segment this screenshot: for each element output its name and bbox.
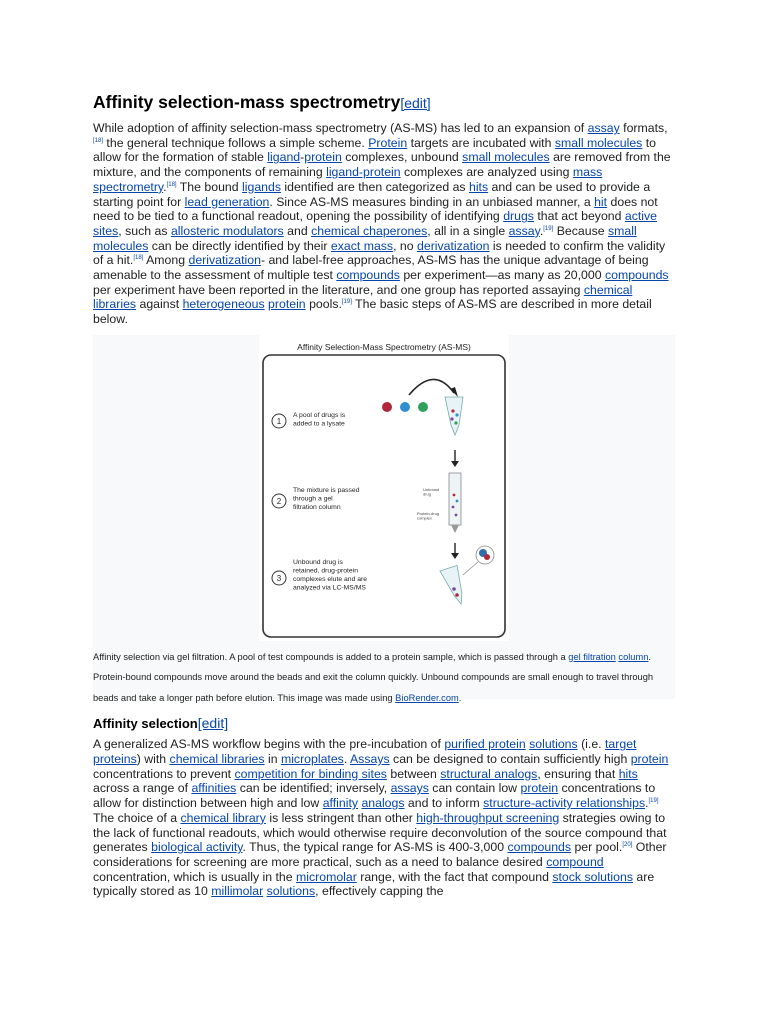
text-run: . [645,796,649,811]
edit-link-2[interactable]: [edit] [197,715,229,732]
subsection-title: Affinity selection [93,716,198,732]
wiki-link[interactable]: allosteric modulators [170,223,284,238]
wiki-link[interactable]: microplates [280,752,344,767]
citation-link[interactable]: [19] [543,225,554,232]
drug-dot-green [418,402,428,412]
text-run: between [386,766,441,781]
wiki-link[interactable]: structure-activity relationships [483,796,646,811]
wiki-link[interactable]: compounds [336,268,400,283]
text-run: can contain low [428,781,521,796]
text-run: per pool. [571,840,623,855]
wiki-link[interactable]: structural analogs [440,766,538,781]
wiki-link[interactable]: lead generation [184,194,270,209]
text-run: and can be used to provide a starting point for [93,179,651,209]
wiki-link[interactable]: chemical chaperones [311,223,428,238]
text-run: targets are incubated with [407,135,555,150]
diagram-title: Affinity Selection-Mass Spectrometry (AS-MS) [297,341,471,352]
wiki-link[interactable]: compounds [604,268,669,283]
figure [93,335,675,699]
wiki-link[interactable]: protein [304,150,342,165]
text-run: (i.e. [577,737,606,752]
drug-dot-red [382,402,392,412]
wiki-link[interactable]: hit [594,194,608,209]
text-run: can be designed to contain sufficiently high [389,752,631,767]
text-run: . [539,223,544,238]
wiki-link[interactable]: chemical libraries [169,752,265,767]
wiki-link[interactable]: affinities [191,781,237,796]
wiki-link[interactable]: ligand-protein [326,165,401,180]
text-run: against [136,297,183,312]
wiki-link[interactable]: ligand [267,150,301,165]
text-run: , no [393,238,418,253]
wiki-link[interactable]: hits [618,766,638,781]
text-run: Among [143,253,189,268]
wiki-link[interactable]: protein [520,781,559,796]
step-number: 2 [276,496,282,506]
text-run: per experiment have been reported in the literature, and one group has reported assaying [93,282,584,297]
text-run: The choice of a [93,810,181,825]
citation-link[interactable]: [18] [93,137,104,144]
text-run: to allow for the formation of stable [93,135,657,165]
text-run: is needed to confirm the validity of a hit. [93,238,666,268]
text-run: . [343,752,350,767]
text-run: A generalized AS-MS workflow begins with the pre-incubation of [93,737,445,752]
citation-link[interactable]: [19] [648,798,659,805]
section-heading [93,90,675,115]
wiki-link[interactable]: hits [468,179,489,194]
text-run: range, with the fact that compound [356,869,553,884]
text-run: is less stringent than other [265,810,417,825]
text-run: identified are then categorized as [280,179,469,194]
wiki-link[interactable]: exact mass [330,238,394,253]
text-run: per experiment—as many as 20,000 [399,268,605,283]
text-run: does not need to be tied to a functional readout, opening the possibility of identifying [93,194,658,224]
article-body [93,90,675,899]
text-run: across a range of [93,781,192,796]
citation-link[interactable]: [18] [133,255,144,262]
text-run: Affinity selection via gel filtration. A pool of test compounds is added to a protein sample, which is passed through a [93,651,569,662]
wiki-link[interactable]: solutions [266,884,316,899]
wiki-link[interactable]: derivatization [188,253,261,268]
wiki-link[interactable]: Protein [368,135,408,150]
text-run: formats, [619,121,668,135]
text-run: While adoption of affinity selection-mass spectrometry (AS-MS) has led to an expansion of [93,121,588,135]
wiki-link[interactable]: BioRender.com [395,692,459,703]
subsection-heading [93,714,675,733]
wiki-link[interactable]: heterogeneous [182,297,265,312]
text-run: can be identified; inversely, [236,781,391,796]
unbound-drug-label: Unbound drug [423,486,440,497]
citation-link[interactable]: [20] [622,842,633,849]
wiki-link[interactable]: derivatization [417,238,490,253]
text-run: strategies owing to the lack of functional readouts, which would otherwise require deconvolution of the source compound that generates [93,810,667,855]
as-ms-diagram [259,335,509,641]
text-run: , effectively capping the [315,884,444,899]
wiki-link[interactable]: micromolar [296,869,357,884]
wiki-link[interactable]: high-throughput screening [416,810,560,825]
citation-link[interactable]: [18] [166,181,177,188]
step-text: Unbound drug is retained, drug-protein complexes elute and are analyzed via LC-MS/MS [293,558,368,592]
text-run: the general technique follows a simple scheme. [103,135,369,150]
text-run: are removed from the mixture, and the components of remaining [93,150,671,180]
wiki-link[interactable]: protein [630,752,669,767]
text-run: - and label-free approaches, AS-MS has the unique advantage of being amenable to the assessment of multiple test [93,253,649,283]
text-run: - [300,150,305,165]
wiki-link[interactable]: small molecules [554,135,643,150]
section-title: Affinity selection-mass spectrometry [93,92,401,112]
text-run: , such as [118,223,171,238]
wiki-link[interactable]: target proteins [93,737,637,767]
text-run: ) with [136,752,170,767]
text-run: The basic steps of AS-MS are described in more detail below. [93,297,652,327]
wiki-link[interactable]: gel filtration [568,651,616,662]
wiki-link[interactable]: stock solutions [552,869,633,884]
wiki-link[interactable]: compounds [507,840,572,855]
citation-link[interactable]: [19] [341,299,352,306]
text-run: Because [553,223,608,238]
step-text: A pool of drugs is added to a lysate [293,411,346,428]
wiki-link[interactable]: active sites [93,209,658,238]
wiki-link[interactable]: ligands [242,179,281,194]
wiki-link[interactable]: biological activity [151,840,243,855]
affinity-selection-paragraph [93,737,675,899]
text-run: concentrations to prevent [93,766,235,781]
text-run: and to inform [404,796,484,811]
wiki-link[interactable]: chemical library [180,810,266,825]
text-run: are typically stored as 10 [93,869,655,899]
text-run: , all in a single [427,223,509,238]
text-run: and [283,223,312,238]
text-run: complexes, unbound [341,150,463,165]
text-run: Other considerations for screening are more practical, such as a need to balance desired [93,840,667,869]
wiki-link[interactable]: compound [546,854,604,869]
wiki-link[interactable]: assay [587,121,620,135]
wiki-link[interactable]: Assays [349,752,390,767]
text-run: that act beyond [533,209,625,224]
wiki-link[interactable]: small molecules [462,150,550,165]
wiki-link[interactable]: protein [268,297,306,312]
wiki-link[interactable]: column [618,651,649,662]
text-run: complexes are analyzed using [400,165,573,180]
wiki-link[interactable]: competition for binding sites [234,766,387,781]
edit-link[interactable]: [edit] [400,95,431,111]
step-number: 1 [276,416,282,426]
wiki-link[interactable]: assays [390,781,429,796]
wiki-link[interactable]: analogs [361,796,405,811]
wiki-link[interactable]: assay [508,223,540,238]
wiki-link[interactable]: solutions [529,737,578,752]
figure-caption [93,647,675,709]
text-run: pools. [305,297,342,312]
text-run: concentration, which is usually in the [93,869,297,884]
text-run: in [264,752,281,767]
complex-label: Protein-drug complex [417,510,440,521]
text-run: . Since AS-MS measures binding in an unbiased manner, a [269,194,595,209]
wiki-link[interactable]: millimolar [211,884,264,899]
text-run: . [163,179,167,194]
text-run: . [458,692,462,703]
text-run: . Protein-bound compounds move around the beads and exit the column quickly. Unbound compounds are small enough to travel through beads and take a longer path before elution. This image was made using [93,651,654,703]
wiki-link[interactable]: chemical libraries [93,282,633,312]
wiki-link[interactable]: small molecules [93,223,637,253]
step-text: The mixture is passed through a gel filtration column [293,486,360,511]
wiki-link[interactable]: mass spectrometry [93,165,603,194]
text-run: . Thus, the typical range for AS-MS is 400-3,000 [242,840,508,855]
wiki-link[interactable]: purified protein [444,737,526,752]
wiki-link[interactable]: drugs [503,209,534,224]
text-run: concentrations to allow for distinction between high and low [93,781,656,811]
text-run: can be directly identified by their [148,238,331,253]
text-run: , ensuring that [537,766,619,781]
step-number: 3 [276,573,282,583]
intro-paragraph [93,121,675,327]
drug-dot-blue [400,402,410,412]
wiki-link[interactable]: affinity [322,796,359,811]
text-run: The bound [176,179,243,194]
